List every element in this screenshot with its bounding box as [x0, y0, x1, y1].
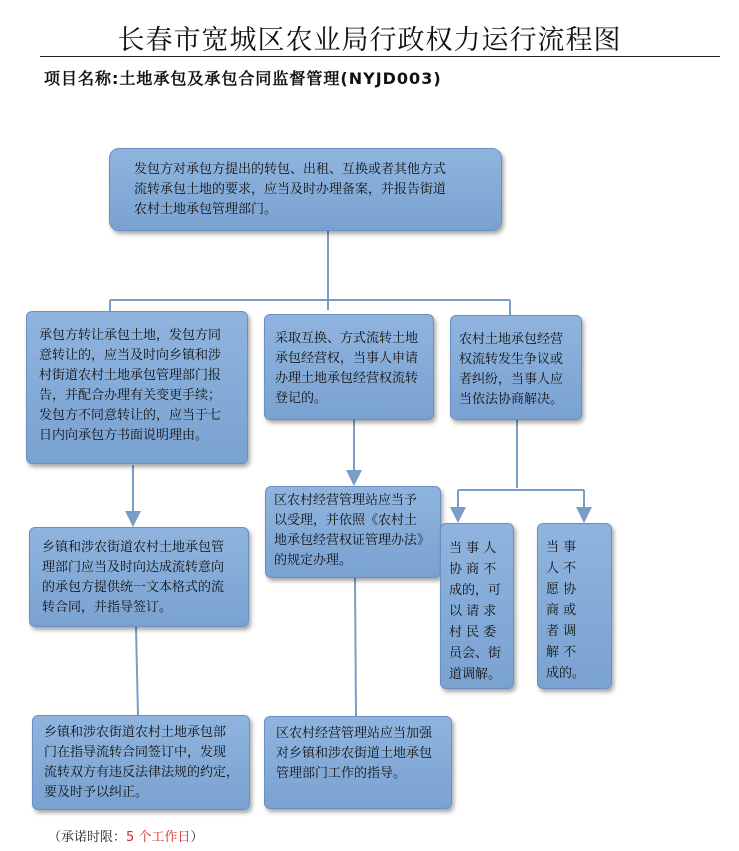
text-line: 成的，可	[449, 583, 502, 598]
text-line: 地承包经营权证管理办法》	[274, 533, 431, 548]
step-correct-violations	[32, 715, 250, 810]
text-line: 区农村经营管理站应当予	[274, 493, 418, 508]
text-line: 理部门应当及时向达成流转意向	[42, 560, 225, 575]
text-line: 的规定办理。	[274, 553, 353, 568]
text-line: 发包方不同意转让的，应当于七	[39, 408, 222, 423]
text-line: 者纠纷，当事人应	[459, 372, 564, 387]
text-line: 发包方对承包方提出的转包、出租、互换或者其他方式	[134, 162, 447, 177]
text-line: 当 事	[546, 540, 577, 555]
text-line: 承包经营权，当事人申请	[275, 351, 419, 366]
step-dispute-negotiation	[450, 315, 582, 420]
step-filing-report	[109, 148, 502, 231]
text-line: 愿 协	[546, 582, 577, 597]
text-line: 承包方转让承包土地，发包方同	[39, 328, 222, 343]
text-line: 对乡镇和涉农街道土地承包	[276, 746, 433, 761]
step-station-acceptance	[265, 486, 441, 578]
text-line: 协 商 不	[449, 562, 497, 577]
footer-deadline: 5 个工作日	[126, 830, 191, 845]
step-exchange-registration	[264, 314, 434, 420]
text-line: 农村土地承包管理部门。	[134, 202, 278, 217]
text-line: 流转承包土地的要求，应当及时办理备案，并报告街道	[134, 182, 447, 197]
step-transfer-consent	[26, 311, 248, 464]
text-line: 解 不	[546, 645, 577, 660]
footer-suffix: ）	[190, 830, 204, 845]
step-station-guidance	[264, 716, 452, 809]
text-line: 员会、街	[449, 646, 502, 661]
text-line: 乡镇和涉农街道农村土地承包管	[42, 540, 225, 555]
text-line: 告，并配合办理有关变更手续；	[39, 388, 222, 403]
text-line: 当 事 人	[449, 541, 497, 556]
text-line: 成的。	[546, 666, 586, 681]
text-line: 的承包方提供统一文本格式的流	[42, 580, 225, 595]
text-line: 区农村经营管理站应当加强	[276, 726, 433, 741]
text-line: 农村土地承包经营	[459, 332, 564, 347]
text-line: 以 请 求	[449, 604, 497, 619]
footer-prefix: （承诺时限：	[48, 830, 127, 845]
connector-mid2-to-mid3	[355, 578, 356, 716]
text-line: 意转让的，应当及时向乡镇和涉	[39, 348, 222, 363]
text-line: 采取互换、方式流转土地	[275, 331, 419, 346]
text-line: 日内向承包方书面说明理由。	[39, 428, 209, 443]
text-line: 乡镇和涉农街道农村土地承包部	[44, 725, 227, 740]
text-line: 流转双方有违反法律法规的约定，	[44, 765, 240, 780]
text-line: 村街道农村土地承包管理部门报	[39, 368, 222, 383]
text-line: 转合同，并指导签订。	[42, 600, 173, 615]
text-line: 管理部门工作的指导。	[276, 766, 407, 781]
text-line: 办理土地承包经营权流转	[275, 371, 419, 386]
page-title: 长春市宽城区农业局行政权力运行流程图	[117, 25, 622, 56]
text-line: 权流转发生争议或	[459, 352, 564, 367]
text-line: 门在指导流转合同签订中，发现	[44, 745, 227, 760]
text-line: 当依法协商解决。	[459, 392, 564, 407]
text-line: 要及时予以纠正。	[44, 785, 149, 800]
text-line: 人 不	[546, 561, 577, 576]
text-line: 者 调	[546, 624, 577, 639]
text-line: 商 或	[546, 603, 577, 618]
connector-left2-to-left3	[136, 627, 138, 716]
step-unwilling-negotiate	[537, 523, 612, 689]
step-request-mediation	[440, 523, 514, 689]
project-name: 项目名称:土地承包及承包合同监督管理(NYJD003)	[44, 69, 442, 88]
text-line: 村 民 委	[449, 625, 497, 640]
text-line: 登记的。	[275, 391, 328, 406]
commitment-time-limit	[48, 826, 203, 845]
text-line: 以受理，并依照《农村土	[274, 513, 418, 528]
text-line: 道调解。	[449, 667, 502, 682]
step-contract-template	[29, 527, 249, 627]
